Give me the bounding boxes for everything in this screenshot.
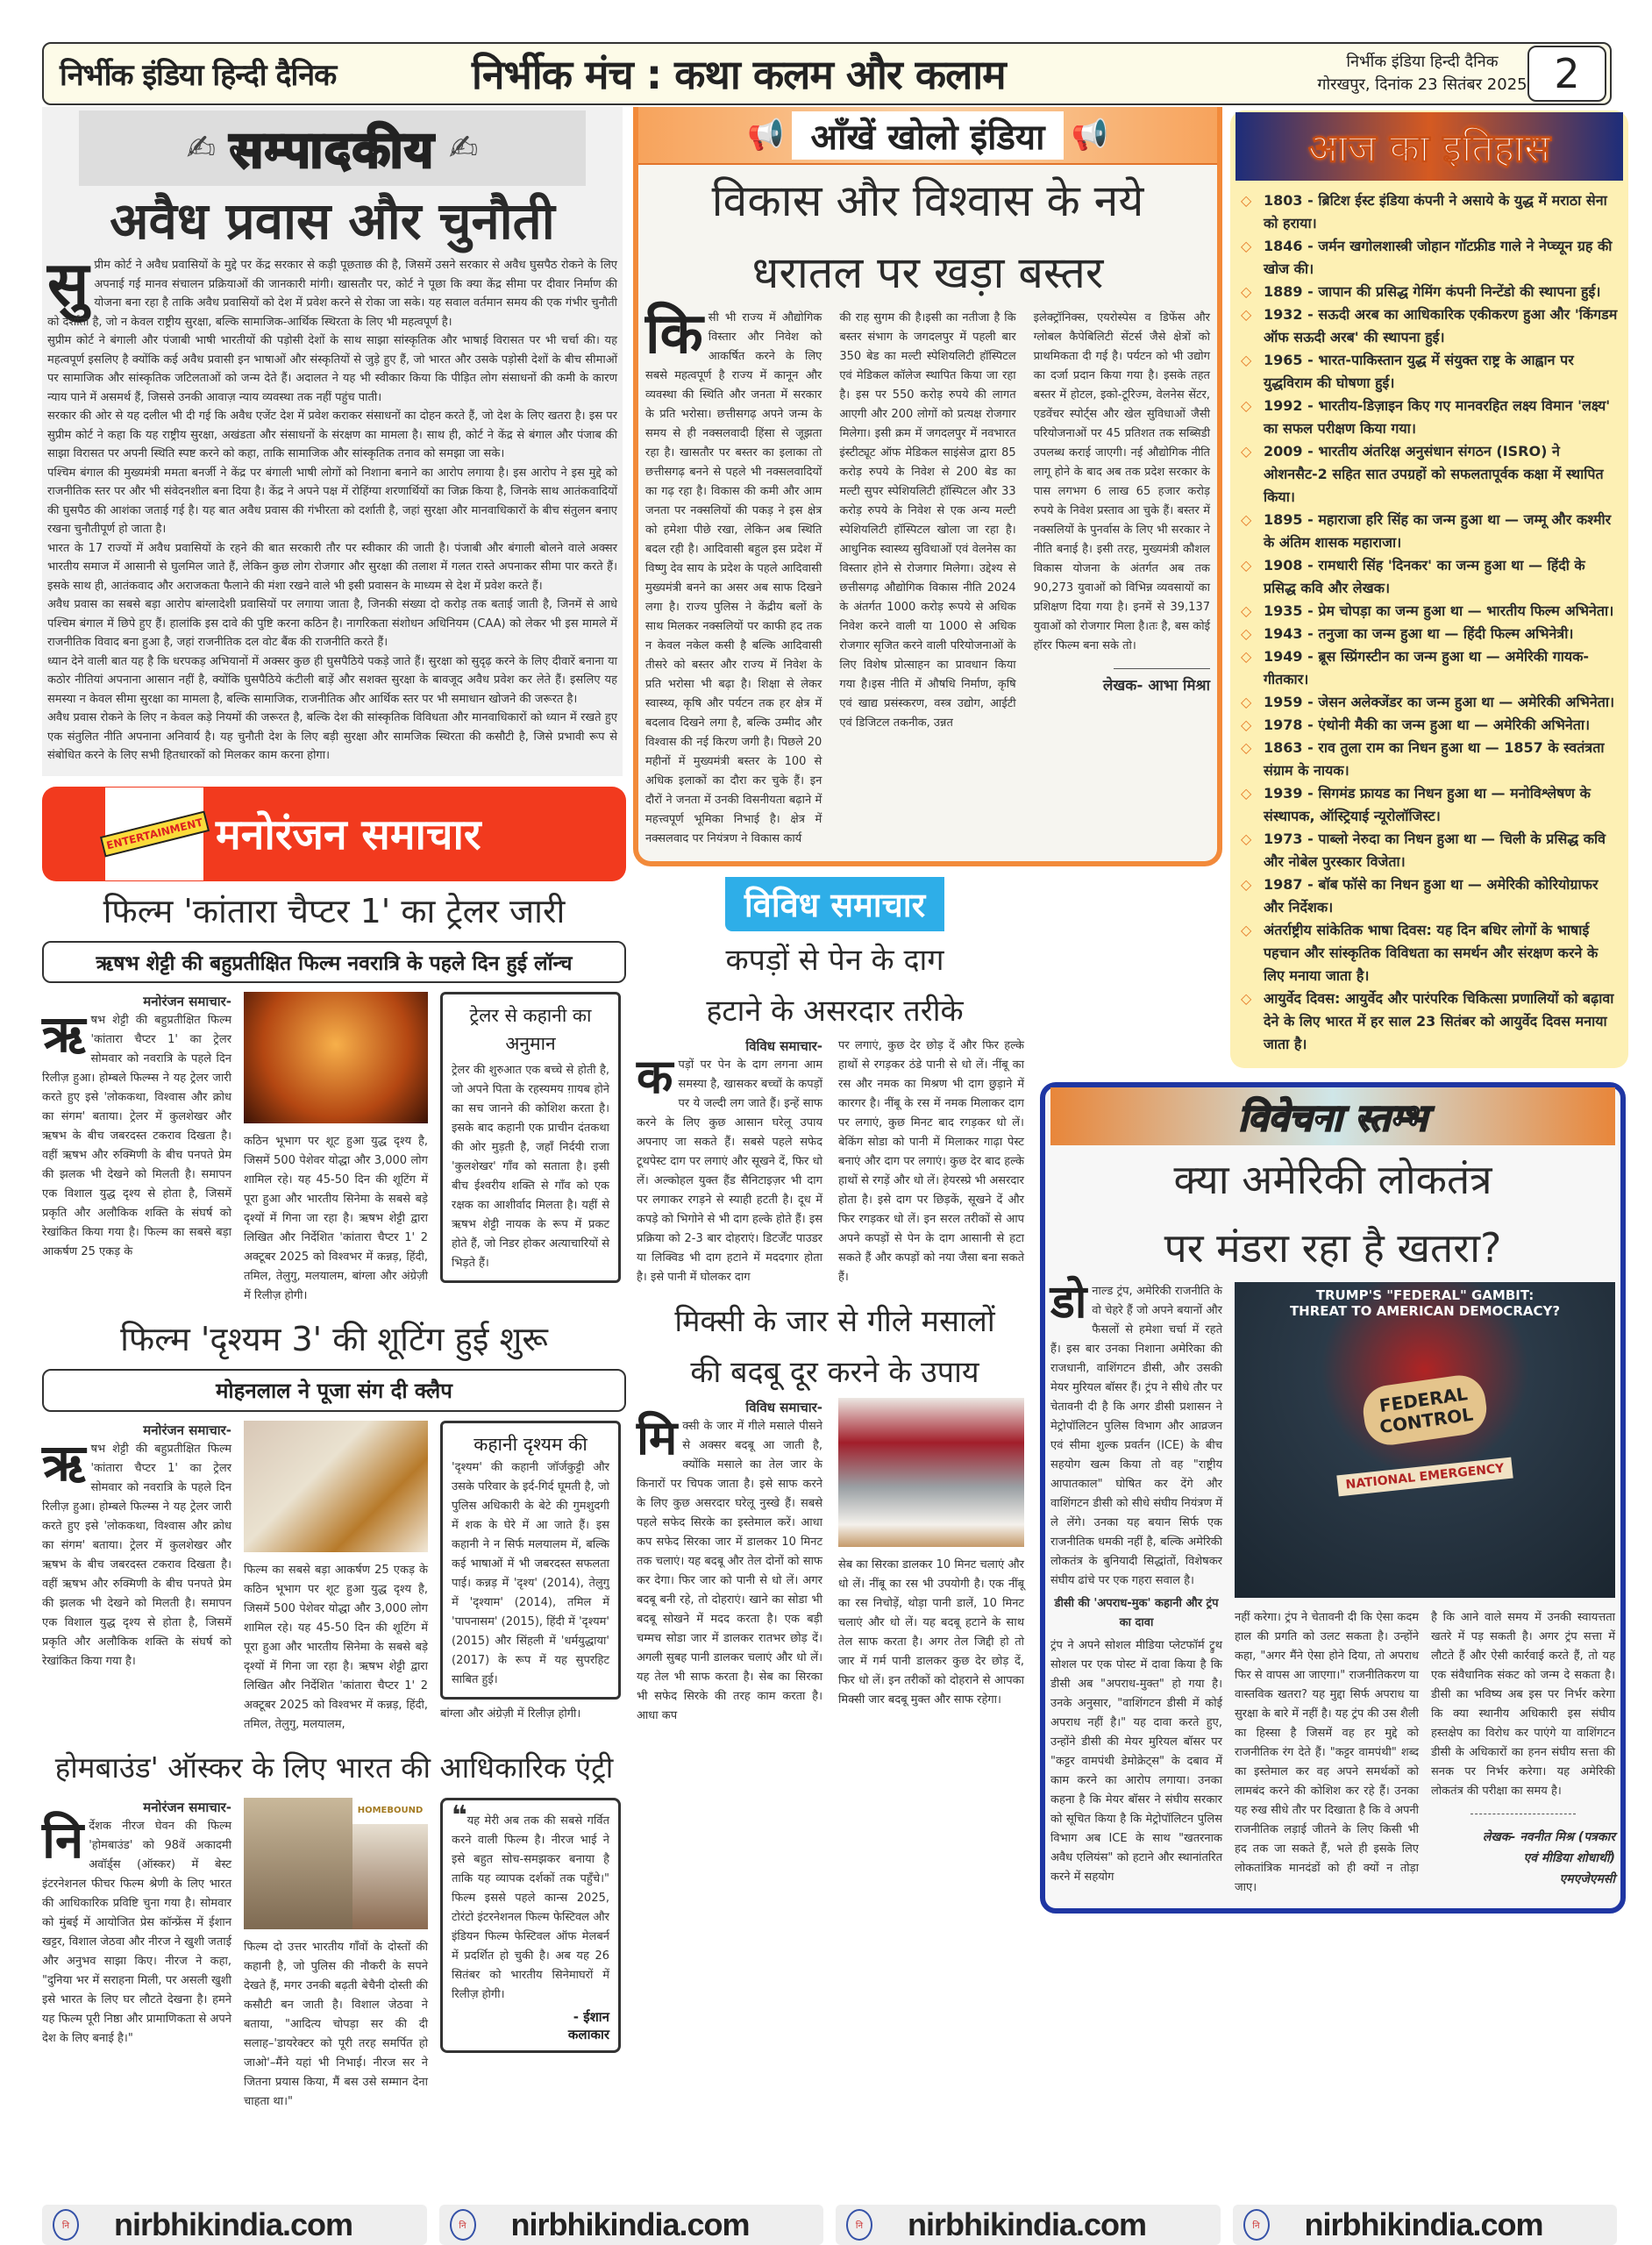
left-column (42, 107, 626, 2112)
misc-column (637, 1037, 822, 1287)
history-item (1237, 623, 1618, 645)
editorial-paragraph: पश्चिम बंगाल की मुख्यमंत्री ममता बनर्जी ने केंद्र पर बंगाली भाषी लोगों को निशाना बनाने का आरोप लगाया है। इस आरोप ने इस मुद्दे को राजनीतिक स्तर पर और भी संवेदनशील बना दिया है। केंद्र ने अपने पक्ष में रोहिंग्या शरणार्थियों का जिक्र किया है, जिनके साथ आतंकवादियों की घुसपैठ की आशंका जताई गई है। यह बात अवैध प्रवास की गंभीरता को दर्शाती है, जहां सुरक्षा और मानवाधिकारों के बीच संतुलन बनाए रखना चुनौतीपूर्ण हो जाता है। (47, 466, 617, 536)
footer-cell[interactable] (439, 2205, 824, 2245)
diamond-bullet-icon: ◇ (1241, 557, 1252, 574)
story-byline: मनोरंजन समाचार- (143, 993, 231, 1009)
feature-column-text: इलेक्ट्रॉनिक्स, एयरोस्पेस व डिफेंस और ग्लोबल कैपेबिलिटी सेंटर्स जैसे क्षेत्रों को प्राथमिकता दी गई है। पर्यटन को भी उद्योग का दर्जा प्रदान किया गया है। इसके तहत बस्तर में होटल, इको-टूरिज्म, वेलनेस सेंटर, एडवेंचर स्पोर्ट्स और खेल सुविधाओं जैसी परियोजनाओं पर 45 प्रतिशत तक सब्सिडी उपलब्ध कराई जाएगी। नई औद्योगिक नीति लागू होने के बाद अब तक प्रदेश सरकार के पास लगभग 6 लाख 65 हजार करोड़ रुपये के निवेश प्रस्ताव आ चुके हैं। बस्तर में नक्सलियों के पुनर्वास के लिए भी सरकार ने नीति बनाई है। इसी तरह, मुख्यमंत्री कौशल विकास योजना के अंतर्गत अब तक 90,273 युवाओं को विभिन्न व्यवसायों का प्रशिक्षण दिया गया है। इनमें से 39,137 युवाओं को रोजगार मिला है।तः है, बस कोई हॉरर फिल्म बना सके तो। (1033, 311, 1210, 652)
story-text: षभ शेट्टी की बहुप्रतीक्षित फिल्म 'कांतारा चैप्टर 1' का ट्रेलर सोमवार को नवरात्रि के पहले दिन रिलीज़ हुआ। होम्बले फिल्म्स ने यह ट्रेलर जारी करते हुए इसे 'लोककथा, विश्वास और क्रोध का संगम' बताया। ट्रेलर में कुलशेखर और ऋषभ के बीच जबरदस्त टकराव दिखता है। वहीं ऋषभ और रुक्मिणी के बीच पनपते प्रेम की झलक भी देखने को मिलती है। समापन एक विशाल युद्ध दृश्य से होता है, जिसमें प्रकृति और अलौकिक शक्ति के संघर्ष को रेखांकित किया गया है। फिल्म का सबसे बड़ा आकर्षण 25 एकड़ के (42, 1013, 231, 1258)
footer-url[interactable]: nirbhikindia.com (908, 2206, 1147, 2242)
analysis-headline (1050, 1145, 1615, 1282)
feature-banner-label: आँखें खोलो इंडिया (792, 111, 1065, 160)
footer-cell[interactable] (42, 2205, 427, 2245)
entertainment-logo-text: ENTERTAINMENT (100, 810, 210, 857)
misc-headline-line: मिक्सी के जार से गीले मसालों (674, 1304, 995, 1339)
history-item (1237, 395, 1618, 440)
history-item-text: अंतर्राष्ट्रीय सांकेतिक भाषा दिवस: यह दिन बधिर लोगों के भाषाई पहचान और सांस्कृतिक विविधता का समर्थन और संरक्षण करने के लिए मनाया जाता है। (1264, 922, 1599, 984)
misc-headline (633, 935, 1036, 1037)
pen-hand-icon: ✍ (448, 128, 479, 168)
diamond-bullet-icon: ◇ (1241, 876, 1252, 893)
footer-cell[interactable] (1233, 2205, 1618, 2245)
history-item-text: आयुर्वेद दिवस: आयुर्वेद और पारंपरिक चिकित्सा प्रणालियों को बढ़ावा देने के लिए भारत में हर साल 23 सितंबर को आयुर्वेद दिवस मनाया जाता है। (1264, 990, 1614, 1052)
history-item (1237, 987, 1618, 1056)
dateline-block (1317, 51, 1527, 96)
history-item (1237, 919, 1618, 987)
history-item (1237, 235, 1618, 281)
analysis-banner (1050, 1087, 1615, 1145)
footer (42, 2205, 1617, 2245)
kantara-photo (244, 992, 428, 1123)
editorial-paragraph: अवैध प्रवास रोकने के लिए न केवल कड़े नियमों की जरूरत है, बल्कि देश की सांस्कृतिक विविधता और मानवाधिकारों को ध्यान में रखते हुए एक संतुलित नीति अपनाना अनिवार्य है। यह चुनौती देश के लिए बड़ी सुरक्षा और सामजिक स्थिरता की कसौटी है, जिसे प्रभावी रूप से संबोधित करने के लिए सभी हितधारकों को मिलकर काम करना होगा। (47, 711, 617, 762)
story-subhead: मोहनलाल ने पूजा संग दी क्लैप (42, 1369, 626, 1412)
misc-section (633, 866, 1036, 1726)
feature-column-text: सी भी राज्य में औद्योगिक विस्तार और निवेश को आकर्षित करने के लिए सबसे महत्वपूर्ण है राज्य में कानून और व्यवस्था की स्थिति और जनता में सरकार के प्रति भरोसा। छत्तीसगढ़ अपने जन्म के समय से ही नक्सलवादी हिंसा से जूझता रहा है। खासतौर पर बस्तर का इलाका तो छत्तीसगढ़ बनने से पहले भी नक्सलवादियों का गढ़ रहा है। विकास की कमी और आम जनता पर नक्सलियों की पकड़ ने इस क्षेत्र को हमेशा पीछे रखा, लेकिन अब स्थिति बदल रही है। आदिवासी बहुल इस प्रदेश में विष्णु देव साय के प्रदेश के पहले आदिवासी मुख्यमंत्री बनने का असर अब साफ दिखने लगा है। राज्य पुलिस ने केंद्रीय बलों के साथ मिलकर नक्सलियों पर काफी हद तक न केवल नकेल कसी है बल्कि आदिवासी तीसरे को बस्तर और राज्य में निवेश के प्रति भरोसा भी बढ़ा है। शिक्षा से लेकर स्वास्थ्य, कृषि और पर्यटन तक हर क्षेत्र में बदलाव दिखने लगा है, बल्कि उम्मीद और विश्वास की नई किरण जगी है। पिछले 20 महीनों में मुख्यमंत्री बस्तर के 100 से अधिक इलाकों का दौरा कर चुके हैं। इन दौरों ने जनता में उनकी विसनीयता बढ़ाने में महत्त्वपूर्ण भूमिका निभाई है। क्षेत्र में नक्सलवाद पर नियंत्रण ने विकास कार्य (645, 311, 822, 845)
right-paper-name: निर्भीक इंडिया हिन्दी दैनिक (1346, 53, 1499, 71)
misc-text: क्सी के जार में गीले मसाले पीसने से अक्सर बदबू आ जाती है, क्योंकि मसाले का तेल जार के किनारों पर चिपक जाता है। इसे साफ करने के लिए कुछ असरदार घरेलू नुस्खे हैं। सबसे पहले सफेद सिरके का इस्तेमाल करें। आधा कप सफेद सिरका जार में डालकर 10 मिनट तक चलाएं। यह बदबू और तेल दोनों को साफ कर देगा। फिर जार को पानी से धो लें। अगर बदबू बनी रहे, तो दोहराएं। खाने का सोडा भी बदबू सोखने में मदद करता है। एक बड़ी चम्मच सोडा जार में डालकर रातभर छोड़ दें। अगली सुबह पानी डालकर चलाएं और धो लें। यह तेल भी साफ करता है। सेब का सिरका भी सफेद सिरके की तरह काम करता है। आधा कप (637, 1420, 822, 1722)
misc-headline (633, 1296, 1036, 1398)
dropcap: कि (645, 302, 703, 367)
diamond-bullet-icon: ◇ (1241, 352, 1252, 368)
sidebar-title: कहानी दृश्यम की (474, 1433, 587, 1455)
editorial-paragraph: अवैध प्रवास का सबसे बड़ा आरोप बांग्लादेशी प्रवासियों पर लगाया जाता है, जिनकी संख्या दो करोड़ तक बताई जाती है, जिनमें से आधे पश्चिम बंगाल में छिपे हुए हैं। हालांकि इस दावे की पुष्टि करना कठिन है। नागरिकता संशोधन अधिनियम (CAA) को लेकर भी इस मामले में राजनीतिक विवाद बना हुआ है, जहां राजनीतिक दल वोट बैंक की राजनीति करते हैं। (47, 598, 617, 649)
history-item-text: 2009 - भारतीय अंतरिक्ष अनुसंधान संगठन (ISRO) ने ओशनसैट-2 सहित सात उपग्रहों को सफलतापूर्वक कक्षा में स्थापित किया। (1264, 443, 1604, 505)
quote-author: - ईशान (573, 2008, 609, 2025)
diamond-bullet-icon: ◇ (1241, 511, 1252, 528)
quote-text (452, 1800, 609, 2005)
story-column (244, 992, 428, 1306)
history-item (1237, 828, 1618, 873)
history-banner-label: आज का इतिहास (1307, 126, 1551, 171)
sidebar-box (440, 1421, 621, 1700)
history-item (1237, 782, 1618, 828)
pen-hand-icon: ✍ (186, 128, 217, 168)
diamond-bullet-icon: ◇ (1241, 238, 1252, 254)
dropcap: क (637, 1049, 673, 1104)
page-number: 2 (1527, 46, 1606, 102)
story-row (42, 992, 626, 1306)
drishyam-photo (244, 1421, 428, 1552)
analysis-author (1431, 1827, 1615, 1890)
history-item (1237, 349, 1618, 395)
quote-body: यह मेरी अब तक की सबसे गर्वित करने वाली फिल्म है। नीरज भाई ने इसे बहुत सोच-समझकर बनाया है ताकि यह व्यापक दर्शकों तक पहुँचे।" फिल्म इससे पहले कान्स 2025, टोरंटो इंटरनेशनल फिल्म फेस्टिवल और इंडियन फिल्म फेस्टिवल ऑफ मेलबर्न में प्रदर्शित हो चुकी है। अब यह 26 सितंबर को भारतीय सिनेमाघरों में रिलीज़ होगी। (452, 1814, 609, 2001)
footer-cell[interactable] (836, 2205, 1221, 2245)
misc-headline-line: कपड़ों से पेन के दाग (725, 943, 944, 978)
director-photo (352, 1824, 428, 1929)
diamond-bullet-icon: ◇ (1241, 602, 1252, 619)
analysis-text: नाल्ड ट्रंप, अमेरिकी राजनीति के वो चेहरे हैं जो अपने बयानों और फैसलों से हमेशा चर्चा में रहते हैं। इस बार उनका निशाना अमेरिका की राजधानी, वाशिंगटन डीसी, और उसकी मेयर मुरियल बॉसर हैं। ट्रंप ने सीधे तौर पर चेतावनी दी है कि अगर डीसी प्रशासन ने मेट्रोपॉलिटन पुलिस विभाग और आव्रजन एवं सीमा शुल्क प्रवर्तन (ICE) के बीच सहयोग खत्म किया तो वह "राष्ट्रीय आपातकाल" घोषित कर देंगे और वाशिंगटन डीसी को सीधे संघीय नियंत्रण में ले लेंगे। उनका यह बयान सिर्फ एक राजनीतिक धमकी नहीं है, बल्कि अमेरिकी लोकतंत्र के बुनियादी सिद्धांतों, विशेषकर संघीय ढांचे पर एक गहरा सवाल है। (1050, 1285, 1222, 1587)
feature-column: की राह सुगम की है।इसी का नतीजा है कि बस्तर संभाग के जगदलपुर में पहली बार 350 बेड का मल्टी स्पेशियलिटी हॉस्पिटल एवं मेडिकल कॉलेज स्थापित किया जा रहा है। इस पर 550 करोड़ रुपये की लागत आएगी और 200 लोगों को प्रत्यक्ष रोजगार मिलेगा। इसी क्रम में जगदलपुर में नवभारत इंस्टीट्यूट ऑफ मेडिकल साइंसेज द्वारा 85 करोड़ रुपये के निवेश से 200 बेड का मल्टी सुपर स्पेशियलिटी हॉस्पिटल और 33 करोड़ रुपये के निवेश से एक अन्य मल्टी स्पेशियलिटी हॉस्पिटल खोला जा रहा है। आधुनिक स्वास्थ्य सुविधाओं एवं वेलनेस का विस्तार होने से रोजगार मिलेगा। उद्देश्य से छत्तीसगढ़ औद्योगिक विकास नीति 2024 के अंतर्गत 1000 करोड़ रूपये से अधिक निवेश करने वाली या 1000 से अधिक रोजगार सृजित करने वाली परियोजनाओं के लिए विशेष प्रोत्साहन का प्रावधान किया गया है।इस नीति में औषधि निर्माण, कृषि एवं खाद्य प्रसंस्करण, वस्त्र उद्योग, आईटी एवं डिजिटल तकनीक, उन्नत (839, 311, 1016, 730)
history-item-text: 1992 - भारतीय-डिज़ाइन किए गए मानवरहित लक्ष्य विमान 'लक्ष्य' का सफल परीक्षण किया गया। (1264, 397, 1611, 437)
analysis-headline-line: पर मंडरा रहा है खतरा? (1164, 1224, 1502, 1272)
analysis-banner-label: विवेचना स्तम्भ (1238, 1095, 1428, 1139)
story-headline: फिल्म 'दृश्यम 3' की शूटिंग हुई शुरू (120, 1319, 548, 1358)
analysis-text: ट्रंप ने अपने सोशल मीडिया प्लेटफॉर्म ट्रुथ सोशल पर एक पोस्ट में दावा किया है कि डीसी अब "अपराध-मुक्त" हो गया है। उनके अनुसार, "वाशिंगटन डीसी में कोई अपराध नहीं है।" यह दावा करते हुए, उन्होंने डीसी की मेयर मुरियल बॉसर पर "कट्टर वामपंथी डेमोक्रेट्स" के दबाव में काम करने का आरोप लगाया। उनका कहना है कि मेयर बॉसर ने संघीय सरकार को सूचित किया है कि मेट्रोपॉलिटन पुलिस विभाग अब ICE के साथ "खतरनाक अवैध एलियंस" को हटाने और स्थानांतरित करने में सहयोग (1050, 1639, 1222, 1884)
story-row (42, 1421, 626, 1735)
history-item (1237, 440, 1618, 509)
history-item-text: 1943 - तनुजा का जन्म हुआ था — हिंदी फिल्म अभिनेत्री। (1264, 625, 1574, 642)
dropcap: मि (637, 1410, 678, 1465)
dropcap: ऋ (42, 1432, 86, 1493)
sidebar-text: ट्रेलर की शुरुआत एक बच्चे से होती है, जो अपने पिता के रहस्यमय ग़ायब होने का सच जानने की कोशिश करता है। इसके बाद कहानी एक प्राचीन दंतकथा की ओर मुड़ती है, जहाँ निर्दयी राजा 'कुलशेखर' गाँव को सताता है। इसी बीच ईश्वरीय शक्ति से गाँव को एक रक्षक का आशीर्वाद मिलता है। यहीं से ऋषभ शेट्टी नायक के रूप में प्रकट होते हैं, जो निडर होकर अत्याचारियों से भिड़ते हैं। (452, 1063, 609, 1270)
history-item-text: 1846 - जर्मन खगोलशास्त्री जोहान गॉटफ्रीड गाले ने नेप्च्यून ग्रह की खोज की। (1264, 238, 1613, 277)
diamond-bullet-icon: ◇ (1241, 306, 1252, 323)
editorial-paragraph: प्रीम कोर्ट ने अवैध प्रवासियों के मुद्दे पर केंद्र सरकार से कड़ी पूछताछ की है, जिसमें उसने सरकार से अवैध घुसपैठ रोकने के लिए अपनाई गई मानव संचालन प्रक्रियाओं की जानकारी मांगी। खासतौर पर, कोर्ट ने पूछा कि क्या केंद्र सीमा पर दीवार निर्माण की योजना बना रहा है ताकि अवैध प्रवासियों को देश में प्रवेश करने से रोका जा सके। यह सवाल वर्तमान समय की एक गंभीर चुनौती को दर्शाता है, जो न केवल राष्ट्रीय सुरक्षा, बल्कि सामाजिक-आर्थिक स्थिरता के लिए भी महत्वपूर्ण है। (47, 259, 617, 329)
dateline: गोरखपुर, दिनांक 23 सितंबर 2025 (1317, 75, 1527, 94)
analysis-right (1235, 1282, 1615, 1898)
history-item-text: 1895 - महाराजा हरि सिंह का जन्म हुआ था — जम्मू और कश्मीर के अंतिम शासक महाराजा। (1264, 511, 1612, 551)
feature-column (645, 302, 822, 849)
feature-headline-line: विकास और विश्वास के नये (711, 175, 1144, 226)
history-item-text: 1949 - ब्रूस स्प्रिंगस्टीन का जन्म हुआ था — अमेरिकी गायक-गीतकार। (1264, 648, 1590, 688)
story-column (440, 1421, 621, 1724)
story-text: षभ शेट्टी की बहुप्रतीक्षित फिल्म 'कांतारा चैप्टर 1' का ट्रेलर सोमवार को नवरात्रि के पहले दिन रिलीज़ हुआ। होम्बले फिल्म्स ने यह ट्रेलर जारी करते हुए इसे 'लोककथा, विश्वास और क्रोध का संगम' बताया। ट्रेलर में कुलशेखर और ऋषभ के बीच जबरदस्त टकराव दिखता है। वहीं ऋषभ और रुक्मिणी के बीच पनपते प्रेम की झलक भी देखने को मिलती है। समापन एक विशाल युद्ध दृश्य से होता है, जिसमें प्रकृति और अलौकिक शक्ति के संघर्ष को रेखांकित किया गया है। (42, 1442, 231, 1668)
misc-text: पड़ों पर पेन के दाग लगना आम समस्या है, खासकर बच्चों के कपड़ों पर ये जल्दी लग जाते हैं। इन्हें साफ करने के लिए कुछ आसान घरेलू उपाय अपनाए जा सकते हैं। सबसे पहले सफेद टूथपेस्ट दाग पर लगाएं और सूखने दें, फिर धो लें। अल्कोहल युक्त हैंड सैनिटाइज़र भी दाग पर लगाकर रगड़ने से स्याही हटती है। दूध में कपड़े को भिगोने से भी दाग हल्के होते हैं। इस प्रक्रिया को 2-3 बार दोहराएं। डिटर्जेंट पाउडर या लिक्विड भी दाग हटाने में मददगार होता है। इसे पानी में घोलकर दाग (637, 1058, 822, 1284)
history-item (1237, 645, 1618, 691)
sidebar-text: 'दृश्यम' की कहानी जॉर्जकुट्टी और उसके परिवार के इर्द-गिर्द घूमती है, जो पुलिस अधिकारी के बेटे की गुमशुदगी में शक के घेरे में आ जाते हैं। इस कहानी ने न सिर्फ मलयालम में, बल्कि कई भाषाओं में भी जबरदस्त सफलता पाई। कन्नड़ में 'दृश्य' (2014), तेलुगु में 'दृश्याम' (2014), तमिल में 'पापनासम' (2015), हिंदी में 'दृश्यम' (2015) और सिंहली में 'धर्मयुद्धाया' (2017) के रूप में यह सुपरहिट साबित हुई। (452, 1460, 609, 1686)
quote-icon: ❝ (452, 1800, 467, 1831)
press-logo-icon: नि (1243, 2209, 1270, 2241)
story-column (42, 992, 231, 1262)
quote-role: कलाकार (567, 2026, 609, 2042)
diamond-bullet-icon: ◇ (1241, 625, 1252, 642)
feature-author: लेखक- आभा मिश्रा (1102, 677, 1210, 695)
history-item (1237, 714, 1618, 737)
editorial-paragraph: सरकार की ओर से यह दलील भी दी गई कि अवैध एजेंट देश में प्रवेश कराकर संसाधनों का दोहन करते हैं, जो देश के लिए खतरा है। इस पर सुप्रीम कोर्ट ने कहा कि यह राष्ट्रीय सुरक्षा, अखंडता और संसाधनों के संरक्षण का मामला है। साथ ही, कोर्ट ने केंद्र से बंगाल और पंजाब की साझा विरासत पर अपनी स्थिति स्पष्ट करने को कहा, ताकि सामाजिक और सांस्कृतिक तनाव को समझा जा सके। (47, 410, 617, 460)
history-item (1237, 189, 1618, 235)
misc-column: पर लगाएं, कुछ देर छोड़ दें और फिर हल्के हाथों से रगड़कर ठंडे पानी से धो लें। नींबू का रस और नमक का मिश्रण भी दाग छुड़ाने में कारगर है। नींबू के रस में नमक मिलाकर दाग पर लगाएं, कुछ मिनट बाद रगड़कर धो लें। बेकिंग सोडा को पानी में मिलाकर गाढ़ा पेस्ट बनाएं और दाग पर लगाएं। कुछ देर बाद हल्के हाथों से रगड़ें और धो लें। हेयरस्प्रे भी असरदार होता है। इसे दाग पर छिड़कें, सूखने दें और फिर रगड़कर धो लें। इन सरल तरीकों से आप अपने कपड़ों से पेन के दाग आसानी से हटा सकते हैं और कपड़ों को नया जैसा बना सकते हैं। (838, 1039, 1024, 1284)
fist-icon: FEDERAL CONTROL (1360, 1372, 1490, 1449)
footer-url[interactable]: nirbhikindia.com (510, 2206, 750, 2242)
story-tail: बांग्ला और अंग्रेज़ी में रिलीज़ होगी। (440, 1707, 581, 1721)
editorial-body (47, 248, 617, 766)
editorial-paragraph: सुप्रीम कोर्ट ने बंगाली और पंजाबी भाषी भारतीयों की पड़ोसी देशों के साथ साझा सांस्कृतिक और भाषाई विरासत पर भी चर्चा की। यह महत्वपूर्ण इसलिए है क्योंकि कई अवैध प्रवासी इन भाषाओं और संस्कृतियों से जुड़े हुए हैं, जो भारत और उसके पड़ोसी देशों के बीच सीमाओं पर सामाजिक और सांस्कृतिक जटिलताओं को जन्म देते हैं। अदालत ने यह भी स्वीकार किया कि पीड़ित लोग संसाधनों की कमी के कारण न्याय पाने में असमर्थ हैं, जिससे उनकी आवाज़ न्याय व्यवस्था तक नहीं पहुंच पाती। (47, 334, 617, 404)
diamond-bullet-icon: ◇ (1241, 192, 1252, 209)
story-subhead: ऋषभ शेट्टी की बहुप्रतीक्षित फिल्म नवरात्रि के पहले दिन हुई लॉन्च (42, 941, 626, 983)
right-column (1040, 110, 1626, 1914)
story-text: फिल्म दो उत्तर भारतीय गाँवों के दोस्तों की कहानी है, जो पुलिस की नौकरी के सपने देखते हैं, मगर उनकी बढ़ती बेचैनी दोस्ती की कसौटी बन जाती है। विशाल जेठवा ने बताया, "आदित्य चोपड़ा सर की दी सलाह–'डायरेक्टर को पूरी तरह समर्पित हो जाओ'–मैंने यहां भी निभाई। नीरज सर ने जितना प्रयास किया, मैं बस उसे सम्मान देना चाहता था।" (244, 1940, 428, 2108)
history-item-text: 1863 - राव तुला राम का निधन हुआ था — 1857 के स्वतंत्रता संग्राम के नायक। (1264, 739, 1605, 779)
editorial-banner (79, 110, 586, 186)
history-item (1237, 509, 1618, 554)
diamond-bullet-icon: ◇ (1241, 648, 1252, 665)
misc-banner (725, 877, 944, 931)
history-item-text: 1978 - एंथोनी मैकी का जन्म हुआ था — अमेरिकी अभिनेता। (1264, 716, 1591, 733)
history-item-text: 1959 - जेसन अलेक्जेंडर का जन्म हुआ था — अमेरिकी अभिनेता। (1264, 694, 1615, 710)
section-title: निर्भीक मंच : कथा कलम और कलाम (472, 51, 1006, 98)
dropcap: डो (1050, 1276, 1087, 1329)
paper-name: निर्भीक इंडिया हिन्दी दैनिक (60, 58, 337, 93)
history-item-text: 1935 - प्रेम चोपड़ा का जन्म हुआ था — भारतीय फिल्म अभिनेता। (1264, 602, 1614, 619)
author-line: एमएजेएमसी (1559, 1872, 1615, 1886)
history-item-text: 1973 - पाब्लो नेरुदा का निधन हुआ था — चिली के प्रसिद्ध कवि और नोबेल पुरस्कार विजेता। (1264, 830, 1606, 870)
analysis-text: है कि आने वाले समय में उनकी स्वायत्तता खतरे में पड़ सकती है। अगर ट्रंप सत्ता में लौटते हैं और ऐसी कार्रवाई करते हैं, तो यह एक संवैधानिक संकट को जन्म दे सकता है। डीसी का भविष्य अब इस पर निर्भर करेगा कि क्या स्थानीय अधिकारी इस संघीय हस्तक्षेप का विरोध कर पाएंगे या वाशिंगटन डीसी के अधिकारों का हनन संघीय सत्ता की सनक पर निर्भर करेगा। यह अमेरिकी लोकतंत्र की परीक्षा का समय है। (1431, 1611, 1615, 1798)
analysis-headline-line: क्या अमेरिकी लोकतंत्र (1173, 1156, 1492, 1203)
diamond-bullet-icon: ◇ (1241, 716, 1252, 733)
director-panel (352, 1798, 428, 1929)
feature-headline-line: धरातल पर खड़ा बस्तर (751, 247, 1104, 298)
history-banner (1235, 112, 1623, 181)
megaphone-icon: 📢 (1071, 118, 1108, 153)
homebound-poster (244, 1798, 352, 1929)
misc-column (637, 1398, 822, 1726)
history-item-text: 1932 - सऊदी अरब का आधिकारिक एकीकरण हुआ और 'किंगडम ऑफ सऊदी अरब' की स्थापना हुई। (1264, 306, 1618, 346)
diamond-bullet-icon: ◇ (1241, 397, 1252, 414)
dropcap: सु (47, 248, 89, 320)
misc-row (633, 1398, 1036, 1726)
story-row (42, 1798, 626, 2112)
dropcap: नि (42, 1809, 84, 1870)
diamond-bullet-icon: ◇ (1241, 990, 1252, 1007)
diamond-bullet-icon: ◇ (1241, 785, 1252, 802)
story-text: फिल्म का सबसे बड़ा आकर्षण 25 एकड़ के कठिन भूभाग पर शूट हुआ युद्ध दृश्य है, जिसमें 500 पेशेवर योद्धा और 3,000 लोग शामिल रहे। यह 45-50 दिन की शूटिंग में पूरा हुआ और भारतीय सिनेमा के सबसे बड़े दृश्यों में गिना जा रहा है। ऋषभ शेट्टी द्वारा लिखित और निर्देशित 'कांतारा चैप्टर 1' 2 अक्टूबर 2025 को विश्वभर में कन्नड़, हिंदी, तमिल, तेलुगु, मलयालम, (244, 1563, 428, 1731)
diamond-bullet-icon: ◇ (1241, 283, 1252, 300)
masthead (42, 42, 1612, 105)
story-headline: होमबाउंड' ऑस्कर के लिए भारत की आधिकारिक एंट्री (54, 1750, 614, 1785)
editorial-headline: अवैध प्रवास और चुनौती (110, 191, 555, 251)
mixer-photo (838, 1398, 1024, 1547)
misc-row (633, 1037, 1036, 1287)
footer-url[interactable]: nirbhikindia.com (1304, 2206, 1543, 2242)
editorial-paragraph: भारत के 17 राज्यों में अवैध प्रवासियों के रहने की बात सरकारी तौर पर स्वीकार की जाती है। पंजाबी और बंगाली बोलने वाले अक्सर भारतीय समाज में आसानी से घुलमिल जाते हैं, लेकिन कुछ लोग रोजगार और सुरक्षा की तलाश में गलत रास्ते अपनाकर सीमा पार करते हैं। इसके साथ ही, आतंकवाद और अराजकता फैलाने की मंशा रखने वाले भी इसी प्रवासन के माध्यम से देश में प्रवेश करते हैं। (47, 541, 617, 593)
sidebar-title: ट्रेलर से कहानी का अनुमान (469, 1004, 592, 1054)
history-item (1237, 600, 1618, 623)
editorial-banner-label: सम्पादकीय (230, 122, 435, 179)
press-logo-icon: नि (450, 2209, 476, 2241)
editorial-section (42, 107, 623, 776)
analysis-column (1431, 1608, 1615, 1898)
ribbon-label: NATIONAL EMERGENCY (1336, 1457, 1513, 1497)
history-item-text: 1803 - ब्रिटिश ईस्ट इंडिया कंपनी ने असाये के युद्ध में मराठा सेना को हराया। (1264, 192, 1607, 232)
press-logo-icon: नि (53, 2209, 79, 2241)
misc-headline-line: की बदबू दूर करने के उपाय (690, 1355, 979, 1390)
history-item-text: 1965 - भारत-पाकिस्तान युद्ध में संयुक्त राष्ट्र के आह्वान पर युद्धविराम की घोषणा हुई। (1264, 352, 1574, 391)
author-line: लेखक- नवनीत मिश्र (पत्रकार (1482, 1830, 1615, 1844)
editorial-paragraph: ध्यान देने वाली बात यह है कि धरपकड़ अभियानों में अक्सर कुछ ही घुसपैठिये पकड़े जाते हैं। सुरक्षा को सुदृढ़ करने के लिए दीवारें बनाना या कठोर नीतियां अपनाना आसान नहीं है, क्योंकि घुसपैठिये कंटीली बाड़ें और सशक्त सुरक्षा के बावजूद अवैध प्रवेश कर लेते हैं। इसलिए यह समस्या न केवल सीमा सुरक्षा का मामला है, बल्कि सामाजिक, राजनीतिक और आर्थिक स्तर पर भी समाधान खोजने की जरूरत है। (47, 654, 617, 706)
history-item (1237, 691, 1618, 714)
poster-label: HOMEBOUND (352, 1798, 428, 1824)
misc-byline: विविध समाचार- (745, 1400, 822, 1415)
history-item-text: 1987 - बॉब फॉसे का निधन हुआ था — अमेरिकी कोरियोग्राफर और निर्देशक। (1264, 876, 1599, 916)
homebound-photos (244, 1798, 428, 1929)
sidebar-box (440, 992, 621, 1283)
quote-box (440, 1798, 621, 2053)
history-section (1230, 110, 1628, 1068)
story-byline: मनोरंजन समाचार- (143, 1422, 231, 1438)
history-list (1230, 189, 1628, 1056)
history-item-text: 1939 - सिगमंड फ्रायड का निधन हुआ था — मनोविश्लेषण के संस्थापक, ऑस्ट्रियाई न्यूरोलॉजिस्ट। (1264, 785, 1591, 824)
story-text: कठिन भूभाग पर शूट हुआ युद्ध दृश्य है, जिसमें 500 पेशेवर योद्धा और 3,000 लोग शामिल रहे। यह 45-50 दिन की शूटिंग में पूरा हुआ और भारतीय सिनेमा के सबसे बड़े दृश्यों में गिना जा रहा है। ऋषभ शेट्टी द्वारा लिखित और निर्देशित 'कांतारा चैप्टर 1' 2 अक्टूबर 2025 को विश्वभर में कन्नड़, हिंदी, तमिल, तेलुगु, मलयालम, बांग्ला और अंग्रेज़ी में रिलीज़ होगी। (244, 1134, 428, 1302)
poster-title: THREAT TO AMERICAN DEMOCRACY? (1289, 1303, 1561, 1319)
diamond-bullet-icon: ◇ (1241, 443, 1252, 460)
poster-title: TRUMP'S "FEDERAL" GAMBIT: (1315, 1287, 1535, 1303)
entertainment-banner (42, 787, 626, 881)
story-column (42, 1798, 231, 2049)
diamond-bullet-icon: ◇ (1241, 830, 1252, 847)
author-line: एवं मीडिया शोधार्थी) (1523, 1851, 1615, 1865)
analysis-column (1050, 1276, 1222, 1887)
history-item-text: 1889 - जापान की प्रसिद्ध गेमिंग कंपनी निन्टेंडो की स्थापना हुई। (1264, 283, 1601, 300)
press-logo-icon: नि (846, 2209, 872, 2241)
story-byline: मनोरंजन समाचार- (143, 1799, 231, 1815)
analysis-section (1040, 1082, 1626, 1914)
story-headline: फिल्म 'कांतारा चैप्टर 1' का ट्रेलर जारी (103, 891, 566, 930)
analysis-column: नहीं करेगा। ट्रंप ने चेतावनी दी कि ऐसा कदम हाल की प्रगति को उलट सकता है। उन्होंने कहा, "अगर मैंने ऐसा होने दिया, तो अपराध फिर से वापस आ जाएगा।" राजनीतिकरण या वास्तविक खतरा? यह मुद्दा सिर्फ अपराध या सुरक्षा के बारे में नहीं है। यह ट्रंप की उस शैली का हिस्सा है जिसमें वह हर मुद्दे को राजनीतिक रंग देते हैं। "कट्टर वामपंथी" शब्द का इस्तेमाल कर वह अपने समर्थकों को लामबंद करने की कोशिश कर रहे हैं। उनका यह रुख सीधे तौर पर दिखाता है कि वे अपनी राजनीतिक लड़ाई जीतने के लिए किसी भी हद तक जा सकते हैं, भले ही इसके लिए लोकतांत्रिक मानदंडों को ही क्यों न तोड़ा जाए। (1235, 1611, 1419, 1894)
history-item (1237, 303, 1618, 349)
misc-banner-label: विविध समाचार (744, 886, 926, 924)
story-column (244, 1421, 428, 1735)
analysis-row (1050, 1276, 1615, 1898)
misc-byline: विविध समाचार- (745, 1038, 822, 1054)
diamond-bullet-icon: ◇ (1241, 922, 1252, 938)
history-item-text: 1908 - रामधारी सिंह 'दिनकर' का जन्म हुआ था — हिंदी के प्रसिद्ध कवि और लेखक। (1264, 557, 1585, 596)
megaphone-icon: 📢 (747, 118, 785, 153)
footer-url[interactable]: nirbhikindia.com (114, 2206, 353, 2242)
history-item (1237, 281, 1618, 303)
dropcap: ऋ (42, 1003, 86, 1064)
story-column (244, 1798, 428, 2112)
misc-column (838, 1398, 1024, 1710)
entertainment-banner-label: मनोरंजन समाचार (216, 810, 481, 859)
entertainment-logo (105, 788, 203, 880)
misc-headline-line: हटाने के असरदार तरीके (706, 994, 964, 1029)
trump-poster (1235, 1282, 1615, 1598)
misc-text: सेब का सिरका डालकर 10 मिनट चलाएं और धो लें। नींबू का रस भी उपयोगी है। एक नींबू का रस निचोड़ें, थोड़ा पानी डालें, 10 मिनट चलाएं और धो लें। यह बदबू हटाने के साथ तेल साफ करता है। अगर तेल जिद्दी हो तो जार में गर्म पानी डालकर कुछ देर छोड़ दें, फिर धो लें। इन तरीकों को दोहराने से आपका मिक्सी जार बदबू मुक्त और साफ रहेगा। (838, 1558, 1024, 1707)
analysis-subhead: डीसी की 'अपराध-मुक' कहानी और ट्रंप का दावा (1054, 1597, 1219, 1629)
history-item (1237, 554, 1618, 600)
diamond-bullet-icon: ◇ (1241, 739, 1252, 756)
story-column (42, 1421, 231, 1671)
story-text: र्देशक नीरज घेवन की फिल्म 'होमबाउंड' को 98वें अकादमी अवॉर्ड्स (ऑस्कर) में बेस्ट इंटरनेशनल फीचर फिल्म श्रेणी के लिए भारत की आधिकारिक प्रविष्टि चुना गया है। सोमवार को मुंबई में आयोजित प्रेस कॉन्फ्रेंस में ईशान खट्टर, विशाल जेठवा और नीरज ने खुशी जताई और अनुभव साझा किए। नीरज ने कहा, "दुनिया भर में सराहना मिली, पर असली खुशी इसे भारत के लिए घर लौटते देखना है। हमने यह फिल्म पूरी निष्ठा और प्रामाणिकता से अपने देश के लिए बनाई है।" (42, 1819, 231, 2045)
diamond-bullet-icon: ◇ (1241, 694, 1252, 710)
history-item (1237, 737, 1618, 782)
analysis-subcolumns (1235, 1608, 1615, 1898)
history-item (1237, 873, 1618, 919)
